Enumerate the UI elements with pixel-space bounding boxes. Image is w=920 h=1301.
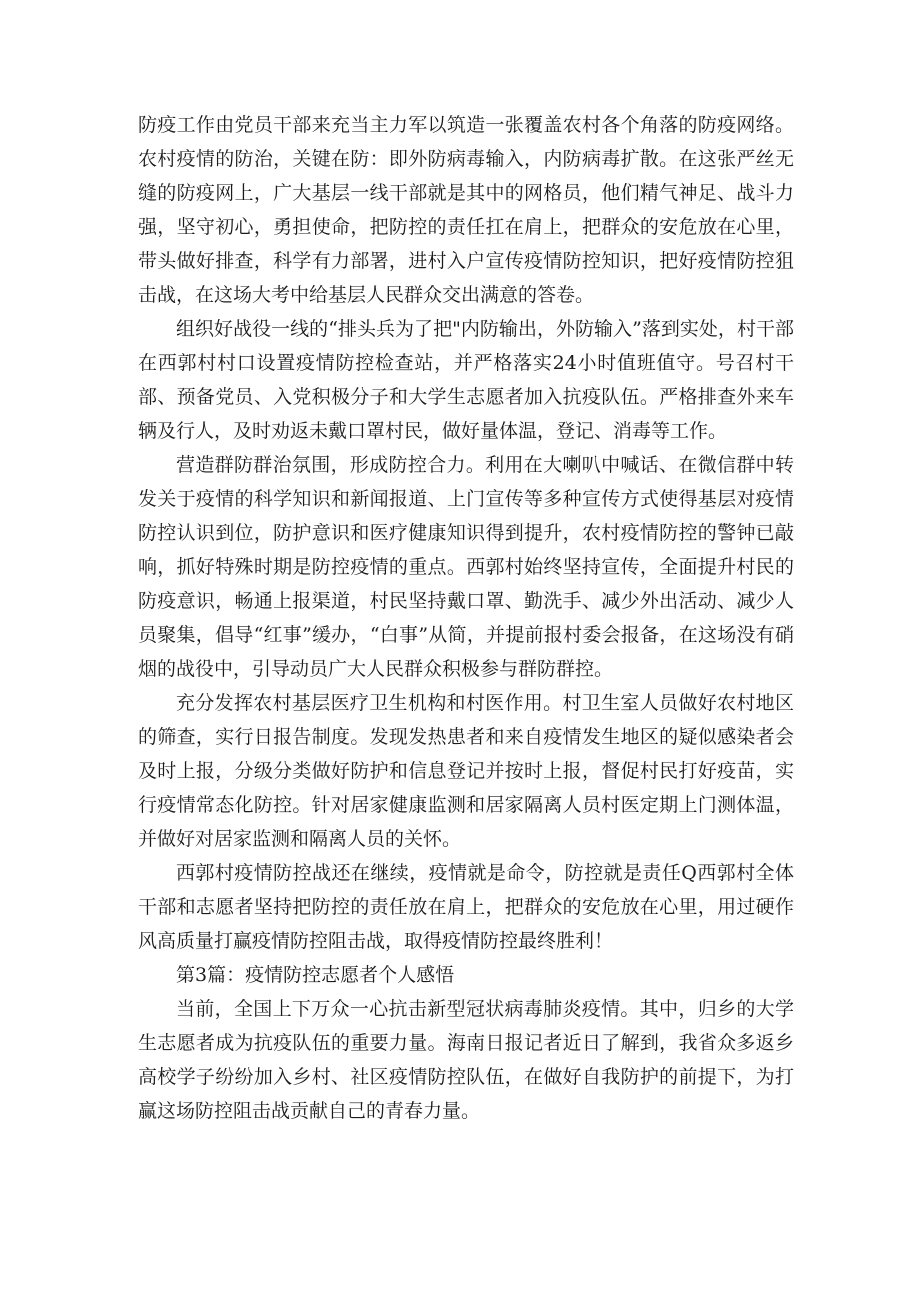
paragraph-3: 营造群防群治氛围，形成防控合力。利用在大喇叭中喊话、在微信群中转发关于疫情的科学知识和新闻报道、上门宣传等多种宣传方式使得基层对疫情防控认识到位，防护意识和医疗健康知识得到提升，农村疫情防控的警钟已敲响，抓好特殊时期是防控疫情的重点。西郭村始终坚持宣传，全面提升村民的防疫意识，畅通上报渠道，村民坚持戴口罩、勤洗手、减少外出活动、减少人员聚集，倡导“红事”缓办，“白事”从简，并提前报村委会报备，在这场没有硝烟的战役中，引导动员广大人民群众积极参与群防群控。	[138, 454, 794, 680]
paragraph-6: 当前，全国上下万众一心抗击新型冠状病毒肺炎疫情。其中，归乡的大学生志愿者成为抗疫队伍的重要力量。海南日报记者近日了解到，我省众多返乡高校学子纷纷加入乡村、社区疫情防控队伍，在做好自我防护的前提下，为打赢这场防控阻击战贡献自己的青春力量。	[138, 998, 794, 1122]
paragraph-5: 西郭村疫情防控战还在继续，疫情就是命令，防控就是责任Q西郭村全体干部和志愿者坚持把防控的责任放在肩上，把群众的安危放在心里，用过硬作风高质量打赢疫情防控阻击战，取得疫情防控最终胜利！	[138, 862, 794, 952]
paragraph-4: 充分发挥农村基层医疗卫生机构和村医作用。村卫生室人员做好农村地区的筛查，实行日报告制度。发现发热患者和来自疫情发生地区的疑似感染者会及时上报，分级分类做好防护和信息登记并按时上报，督促村民打好疫苗，实行疫情常态化防控。针对居家健康监测和居家隔离人员村医定期上门测体温，并做好对居家监测和隔离人员的关怀。	[138, 692, 794, 850]
paragraph-1: 防疫工作由党员干部来充当主力军以筑造一张覆盖农村各个角落的防疫网络。农村疫情的防治，关键在防：即外防病毒输入，内防病毒扩散。在这张严丝无缝的防疫网上，广大基层一线干部就是其中的网格员，他们精气神足、战斗力强，坚守初心，勇担使命，把防控的责任扛在肩上，把群众的安危放在心里，带头做好排查，科学有力部署，进村入户宣传疫情防控知识，把好疫情防控狙击战，在这场大考中给基层人民群众交出满意的答卷。	[138, 114, 794, 306]
paragraph-2: 组织好战役一线的“排头兵为了把"内防输出，外防输入”落到实处，村干部在西郭村村口设置疫情防控检查站，并严格落实24小时值班值守。号召村干部、预备党员、入党积极分子和大学生志愿者加入抗疫队伍。严格排查外来车辆及行人，及时劝返未戴口罩村民，做好量体温，登记、消毒等工作。	[138, 318, 794, 442]
document-body	[138, 108, 794, 1128]
section-heading: 第3篇：疫情防控志愿者个人感悟	[176, 964, 455, 986]
